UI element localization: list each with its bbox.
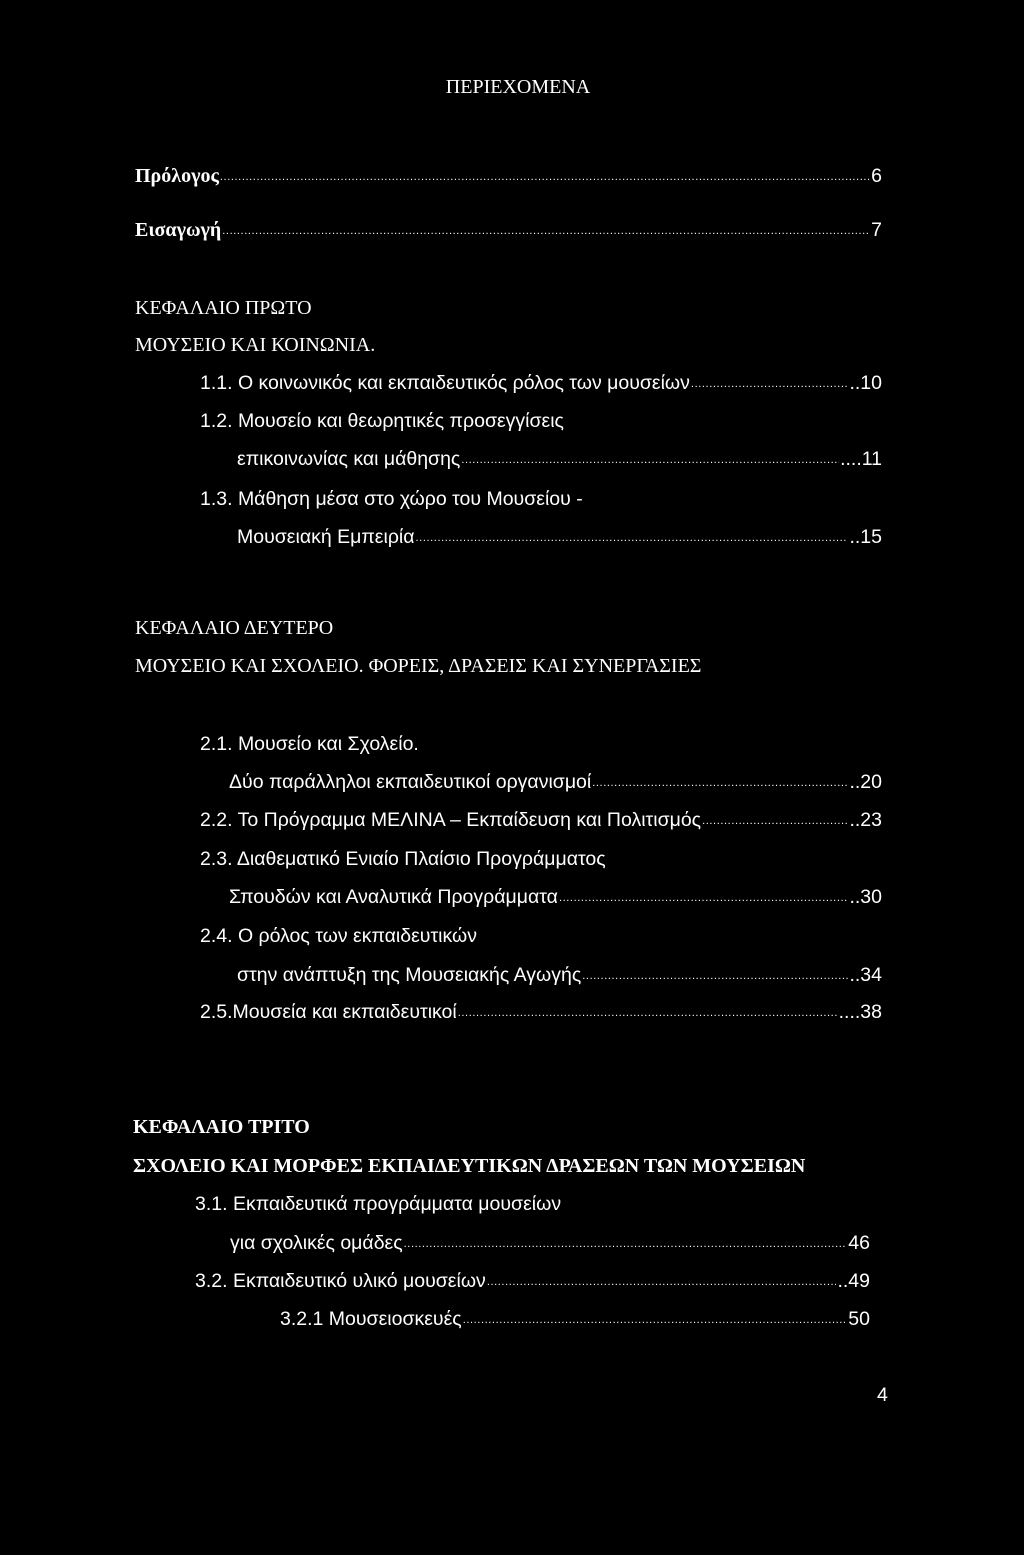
toc-entry-page: ..20 xyxy=(849,771,882,793)
toc-entry-prologue[interactable] xyxy=(135,164,882,188)
leader-dots xyxy=(691,377,849,391)
chapter-2-heading: ΚΕΦΑΛΑΙΟ ΔΕΥΤΕΡΟ xyxy=(135,617,334,639)
leader-dots xyxy=(458,1006,838,1020)
toc-entry-2-1[interactable]: 2.1. Μουσείο και Σχολείο. xyxy=(200,733,419,755)
chapter-2-subtitle: ΜΟΥΣΕΙΟ ΚΑΙ ΣΧΟΛΕΙΟ. ΦΟΡΕΙΣ, ΔΡΑΣΕΙΣ ΚΑΙ ΣΥΝΕΡΓΑΣΙΕΣ xyxy=(135,655,702,677)
toc-entry-introduction[interactable] xyxy=(135,218,882,242)
leader-dots xyxy=(461,453,839,467)
toc-entry-1-2[interactable]: 1.2. Μουσείο και θεωρητικές προσεγγίσεις xyxy=(200,410,564,432)
toc-entry-label: 2.2. Το Πρόγραμμα ΜΕΛΙΝΑ – Εκπαίδευση και Πολιτισμός xyxy=(200,809,702,831)
toc-entry-1-3[interactable]: 1.3. Μάθηση μέσα στο χώρο του Μουσείου - xyxy=(200,488,583,510)
leader-dots xyxy=(559,891,849,905)
toc-entry-2-3-cont[interactable] xyxy=(229,885,882,909)
toc-entry-page: ..10 xyxy=(849,372,882,394)
toc-entry-1-3-cont[interactable] xyxy=(237,525,882,549)
toc-entry-label: 1.1. Ο κοινωνικός και εκπαιδευτικός ρόλος των μουσείων xyxy=(200,372,690,394)
toc-entry-3-2-1[interactable] xyxy=(280,1307,870,1331)
leader-dots xyxy=(582,969,848,983)
toc-entry-label: Πρόλογος xyxy=(135,165,219,187)
toc-entry-page: ..15 xyxy=(849,526,882,548)
toc-entry-label: Σπουδών και Αναλυτικά Προγράμματα xyxy=(229,886,558,908)
toc-title: ΠΕΡΙΕΧΟΜΕΝΑ xyxy=(445,76,591,98)
toc-entry-label: Δύο παράλληλοι εκπαιδευτικοί οργανισμοί xyxy=(229,771,592,793)
toc-entry-2-2[interactable] xyxy=(200,808,882,832)
leader-dots xyxy=(463,1313,848,1327)
toc-entry-2-4[interactable]: 2.4. Ο ρόλος των εκπαιδευτικών xyxy=(200,925,477,947)
chapter-3-heading: ΚΕΦΑΛΑΙΟ ΤΡΙΤΟ xyxy=(133,1116,310,1138)
leader-dots xyxy=(702,814,848,828)
leader-dots xyxy=(487,1275,837,1289)
toc-entry-label: 3.2. Εκπαιδευτικό υλικό μουσείων xyxy=(195,1270,486,1292)
toc-entry-page: ..49 xyxy=(837,1270,870,1292)
toc-entry-1-1[interactable] xyxy=(200,371,882,395)
chapter-1-subtitle: ΜΟΥΣΕΙΟ ΚΑΙ ΚΟΙΝΩΝΙΑ. xyxy=(135,334,376,356)
toc-entry-label: επικοινωνίας και μάθησης xyxy=(237,448,461,470)
toc-entry-2-4-cont[interactable] xyxy=(237,963,882,987)
toc-entry-label: για σχολικές ομάδες xyxy=(230,1232,403,1254)
leader-dots xyxy=(222,224,870,238)
toc-entry-3-2[interactable] xyxy=(195,1269,870,1293)
toc-entry-page: 50 xyxy=(848,1308,870,1330)
toc-entry-label: 2.5.Μουσεία και εκπαιδευτικοί xyxy=(200,1001,457,1023)
toc-entry-page: 7 xyxy=(871,219,882,241)
toc-entry-page: ....38 xyxy=(838,1001,882,1023)
toc-entry-page: ....11 xyxy=(840,448,882,470)
toc-entry-1-2-cont[interactable] xyxy=(237,447,882,471)
toc-entry-2-1-cont[interactable] xyxy=(229,770,882,794)
leader-dots xyxy=(404,1237,848,1251)
leader-dots xyxy=(220,170,870,184)
page-number: 4 xyxy=(877,1384,888,1406)
chapter-1-heading: ΚΕΦΑΛΑΙΟ ΠΡΩΤΟ xyxy=(135,297,312,319)
leader-dots xyxy=(416,531,849,545)
chapter-3-subtitle: ΣΧΟΛΕΙΟ ΚΑΙ ΜΟΡΦΕΣ ΕΚΠΑΙΔΕΥΤΙΚΩΝ ΔΡΑΣΕΩΝ ΤΩΝ ΜΟΥΣΕΙΩΝ xyxy=(133,1155,806,1177)
toc-entry-page: 46 xyxy=(848,1232,870,1254)
toc-entry-label: Εισαγωγή xyxy=(135,219,222,241)
toc-entry-label: 3.2.1 Μουσειοσκευές xyxy=(280,1308,462,1330)
toc-entry-2-5[interactable] xyxy=(200,1000,882,1024)
toc-entry-page: ..23 xyxy=(849,809,882,831)
toc-entry-page: 6 xyxy=(871,165,882,187)
toc-entry-label: Μουσειακή Εμπειρία xyxy=(237,526,415,548)
toc-entry-3-1[interactable]: 3.1. Εκπαιδευτικά προγράμματα μουσείων xyxy=(195,1193,562,1215)
toc-entry-page: ..34 xyxy=(849,964,882,986)
toc-entry-2-3[interactable]: 2.3. Διαθεματικό Ενιαίο Πλαίσιο Προγράμματος xyxy=(200,848,606,870)
leader-dots xyxy=(592,776,848,790)
toc-entry-page: ..30 xyxy=(849,886,882,908)
toc-entry-3-1-cont[interactable] xyxy=(230,1231,870,1255)
toc-entry-label: στην ανάπτυξη της Μουσειακής Αγωγής xyxy=(237,964,582,986)
